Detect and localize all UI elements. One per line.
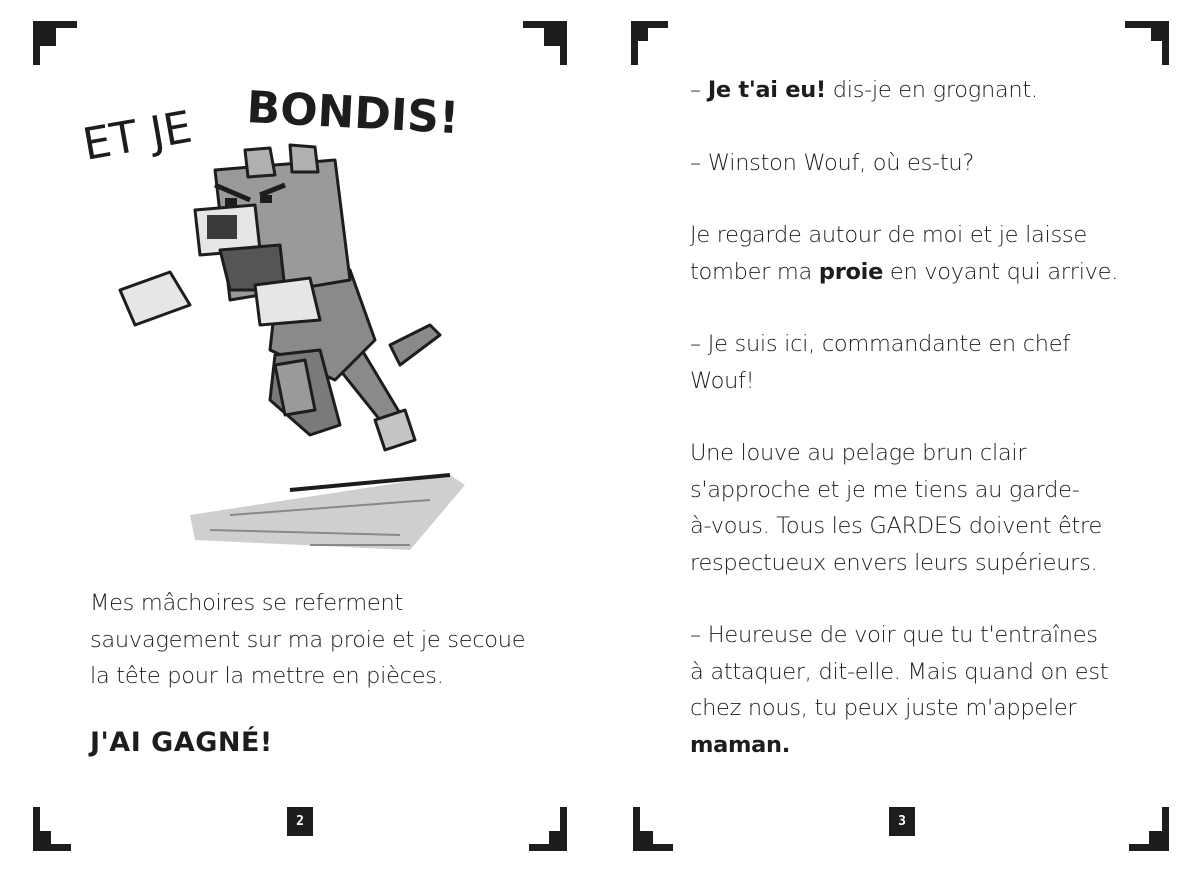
left-paragraph xyxy=(90,585,550,695)
corner-bracket-bottom-left-icon xyxy=(633,807,677,851)
text-segment: Je regarde autour de moi et je laisse xyxy=(690,222,1087,248)
paragraph-line xyxy=(690,617,1130,654)
title-part-1: ET JE xyxy=(79,101,196,171)
paragraph-line xyxy=(690,654,1130,691)
corner-bracket-top-right-icon xyxy=(1125,21,1169,65)
corner-bracket-bottom-left-icon xyxy=(33,807,77,851)
right-text-body xyxy=(690,72,1130,763)
title-part-2: BONDIS! xyxy=(245,82,461,145)
paragraph-line xyxy=(690,690,1130,727)
emphasized-text: proie xyxy=(818,258,884,285)
text-segment: tomber ma xyxy=(690,258,819,285)
corner-bracket-top-left-icon xyxy=(631,21,675,65)
text-segment: à attaquer, dit-elle. Mais quand on est xyxy=(690,658,1109,685)
page-number: 3 xyxy=(889,807,915,836)
paragraph-line xyxy=(690,254,1130,291)
paragraph-line xyxy=(690,435,1130,472)
text-segment: Wouf! xyxy=(690,367,755,394)
paragraph-line xyxy=(690,72,1130,109)
text-segment: s'approche et je me tiens au garde- xyxy=(690,476,1080,503)
paragraph-line xyxy=(690,217,1130,254)
text-segment: – Winston Wouf, où es-tu? xyxy=(690,149,974,176)
paragraph-line xyxy=(690,508,1130,545)
text-segment: Une louve au pelage brun clair xyxy=(690,440,1027,466)
corner-bracket-top-right-icon xyxy=(523,21,567,65)
paragraph-line xyxy=(690,545,1130,582)
text-segment: – Je suis ici, commandante en chef xyxy=(690,331,1070,357)
emphasized-text: maman. xyxy=(690,731,791,758)
page-number: 2 xyxy=(287,807,313,836)
text-segment: en voyant qui arrive. xyxy=(883,258,1119,285)
paragraph-line: la tête pour la mettre en pièces. xyxy=(90,663,444,689)
text-segment: à-vous. Tous les GARDES doivent être xyxy=(690,513,1103,539)
paragraph-line xyxy=(690,727,1130,764)
corner-bracket-bottom-right-icon xyxy=(523,807,567,851)
paragraph-line xyxy=(690,363,1130,400)
paragraph-line xyxy=(690,472,1130,509)
wolf-leaping-illustration xyxy=(110,140,490,560)
text-segment: – xyxy=(690,77,708,103)
emphasized-text: Je t'ai eu! xyxy=(707,77,826,103)
exclamation-heading: J'AI GAGNÉ! xyxy=(90,727,273,758)
text-segment: respectueux envers leurs supérieurs. xyxy=(690,549,1098,576)
paragraph-line xyxy=(690,145,1130,182)
corner-bracket-bottom-right-icon xyxy=(1125,807,1169,851)
paragraph-line: sauvagement sur ma proie et je secoue xyxy=(90,626,526,653)
text-segment: dis-je en grognant. xyxy=(825,77,1038,103)
text-segment: chez nous, tu peux juste m'appeler xyxy=(690,695,1077,721)
text-segment: – Heureuse de voir que tu t'entraînes xyxy=(690,622,1098,648)
corner-bracket-top-left-icon xyxy=(33,21,77,65)
paragraph-line: Mes mâchoires se referment xyxy=(90,590,403,616)
right-page xyxy=(600,0,1200,872)
paragraph-line xyxy=(690,326,1130,363)
